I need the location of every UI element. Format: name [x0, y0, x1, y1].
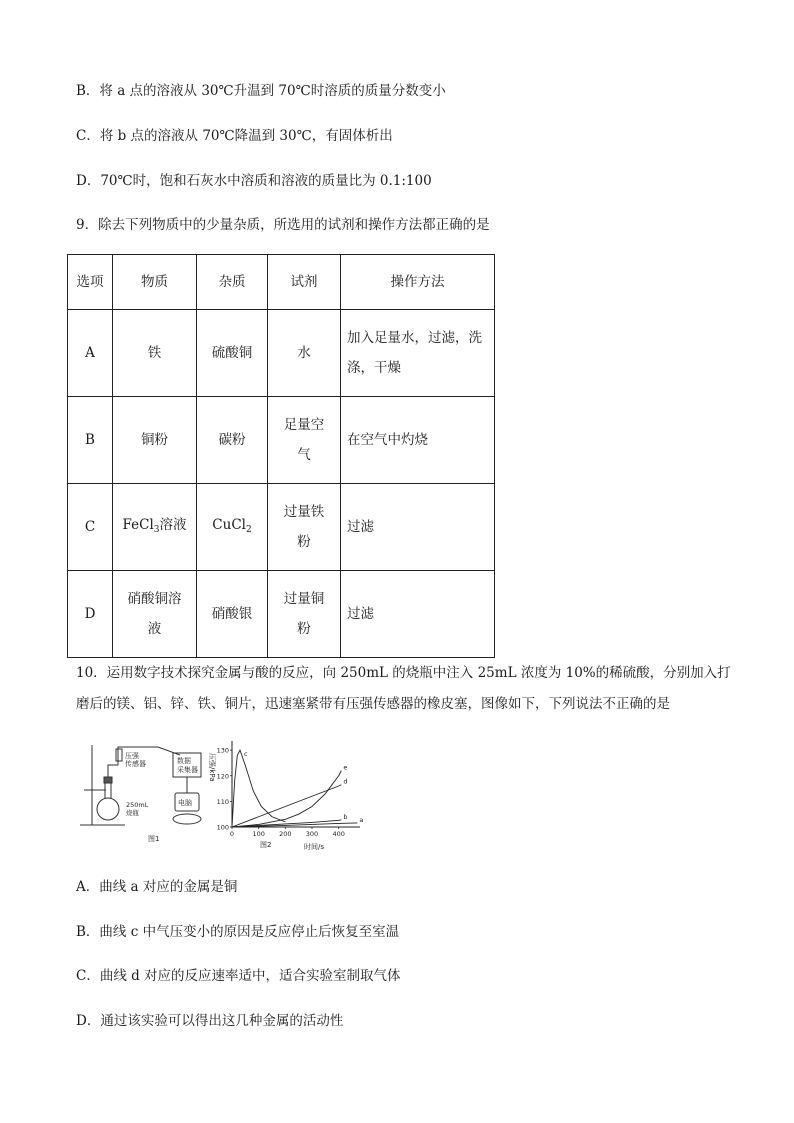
y-tick-label: 130 [216, 746, 229, 755]
y-tick-label: 120 [216, 772, 229, 781]
cell-line: 液 [147, 621, 162, 637]
series-label-a: a [359, 815, 364, 824]
table-cell [113, 484, 197, 571]
table-row [68, 484, 495, 571]
x-tick-label: 300 [305, 830, 319, 838]
q10-option-a: A．曲线 a 对应的金属是铜 [76, 879, 238, 895]
table-cell [341, 310, 495, 397]
q10-figure [70, 735, 364, 853]
table-row [68, 397, 495, 484]
rubber-stopper [104, 777, 112, 783]
cell-line: 粉 [297, 534, 311, 550]
table-cell: 硫酸铜 [197, 310, 268, 397]
cell-line: 粉 [297, 621, 311, 637]
q8-option-d: D．70℃时，饱和石灰水中溶质和溶液的质量比为 0.1:100 [76, 173, 432, 189]
series-label-e: e [343, 763, 348, 772]
table-cell: 在空气中灼烧 [341, 397, 495, 484]
x-tick-label: 0 [229, 830, 235, 838]
table-cell [268, 571, 341, 658]
series-label-d: d [343, 777, 348, 786]
collector-label: 采集器 [177, 766, 198, 774]
cell-line: 过量铜 [283, 591, 325, 607]
table-cell [268, 484, 341, 571]
flask-label: 250mL [126, 801, 149, 809]
cell-line: 过量铁 [283, 504, 325, 520]
flask-icon [97, 798, 119, 820]
table-cell: A [68, 310, 113, 397]
series-line-d [232, 785, 341, 827]
series-label-c: c [244, 750, 248, 759]
table-cell: C [68, 484, 113, 571]
series-line-e [232, 771, 341, 827]
computer-label: 电脑 [178, 799, 192, 807]
cell-line: 涤，干燥 [347, 360, 401, 376]
table-cell: 铜粉 [113, 397, 197, 484]
sensor-label: 传感器 [125, 760, 146, 768]
y-tick-label: 100 [216, 823, 229, 832]
figure2-chart [217, 741, 364, 838]
figure1-caption: 图1 [148, 835, 160, 843]
table-cell: 硝酸银 [197, 571, 268, 658]
table-cell [197, 484, 268, 571]
header-cell: 选项 [68, 255, 113, 310]
x-tick-label: 100 [252, 830, 265, 838]
table-cell: 碳粉 [197, 397, 268, 484]
table-cell [113, 571, 197, 658]
cell-line: 足量空 [283, 417, 325, 433]
table-header-row [68, 255, 495, 310]
sensor-icon [116, 749, 122, 761]
series-label-b: b [343, 812, 348, 821]
table-cell: B [68, 397, 113, 484]
q10-option-b: B．曲线 c 中气压变小的原因是反应停止后恢复至室温 [76, 924, 400, 940]
header-cell: 物质 [113, 255, 197, 310]
formula-text: CuCl [212, 516, 246, 533]
table-row [68, 310, 495, 397]
series-line-c [232, 750, 285, 827]
q10-stem-line1: 10．运用数字技术探究金属与酸的反应，向 250mL 的烧瓶中注入 25mL 浓度为 10%的稀硫酸，分别加入打 [76, 665, 731, 681]
table-row [68, 571, 495, 658]
q10-option-d: D．通过该实验可以得出这几种金属的活动性 [76, 1013, 344, 1029]
header-cell: 操作方法 [341, 255, 495, 310]
header-cell: 杂质 [197, 255, 268, 310]
chart-ylabel: 压强/kPa [208, 753, 216, 782]
sensor-label: 压强 [125, 752, 139, 760]
computer-base-icon [173, 814, 201, 824]
chart-xlabel: 时间/s [304, 843, 325, 851]
x-tick-label: 200 [279, 830, 292, 838]
cell-line: 加入足量水，过滤，洗 [347, 330, 482, 346]
q9-stem: 9．除去下列物质中的少量杂质，所选用的试剂和操作方法都正确的是 [76, 217, 490, 233]
figure2-caption: 图2 [260, 841, 272, 849]
cell-line: 气 [297, 447, 311, 463]
q10-stem-line2: 磨后的镁、铝、锌、铁、铜片，迅速塞紧带有压强传感器的橡皮塞，图像如下，下列说法不正确的是 [76, 696, 670, 712]
table-cell: 过滤 [341, 484, 495, 571]
formula-text: 溶液 [159, 516, 187, 533]
q10-option-c: C．曲线 d 对应的反应速率适中，适合实验室制取气体 [76, 968, 401, 984]
table-cell: 水 [268, 310, 341, 397]
cell-line: 硝酸铜溶 [127, 591, 182, 607]
x-tick-label: 400 [332, 830, 345, 838]
formula-subscript: 2 [245, 524, 252, 535]
q9-table [67, 254, 495, 658]
collector-label: 数据 [177, 757, 191, 765]
formula-text: FeCl [122, 516, 154, 533]
table-cell: 过滤 [341, 571, 495, 658]
q8-option-c: C．将 b 点的溶液从 70℃降温到 30℃，有固体析出 [76, 128, 393, 144]
formula-subscript: 3 [153, 524, 160, 535]
flask-label: 烧瓶 [126, 809, 139, 817]
table-cell: D [68, 571, 113, 658]
q8-option-b: B．将 a 点的溶液从 30℃升温到 70℃时溶质的质量分数变小 [76, 83, 446, 99]
y-tick-label: 110 [216, 797, 229, 806]
table-cell: 铁 [113, 310, 197, 397]
table-cell [268, 397, 341, 484]
header-cell: 试剂 [268, 255, 341, 310]
